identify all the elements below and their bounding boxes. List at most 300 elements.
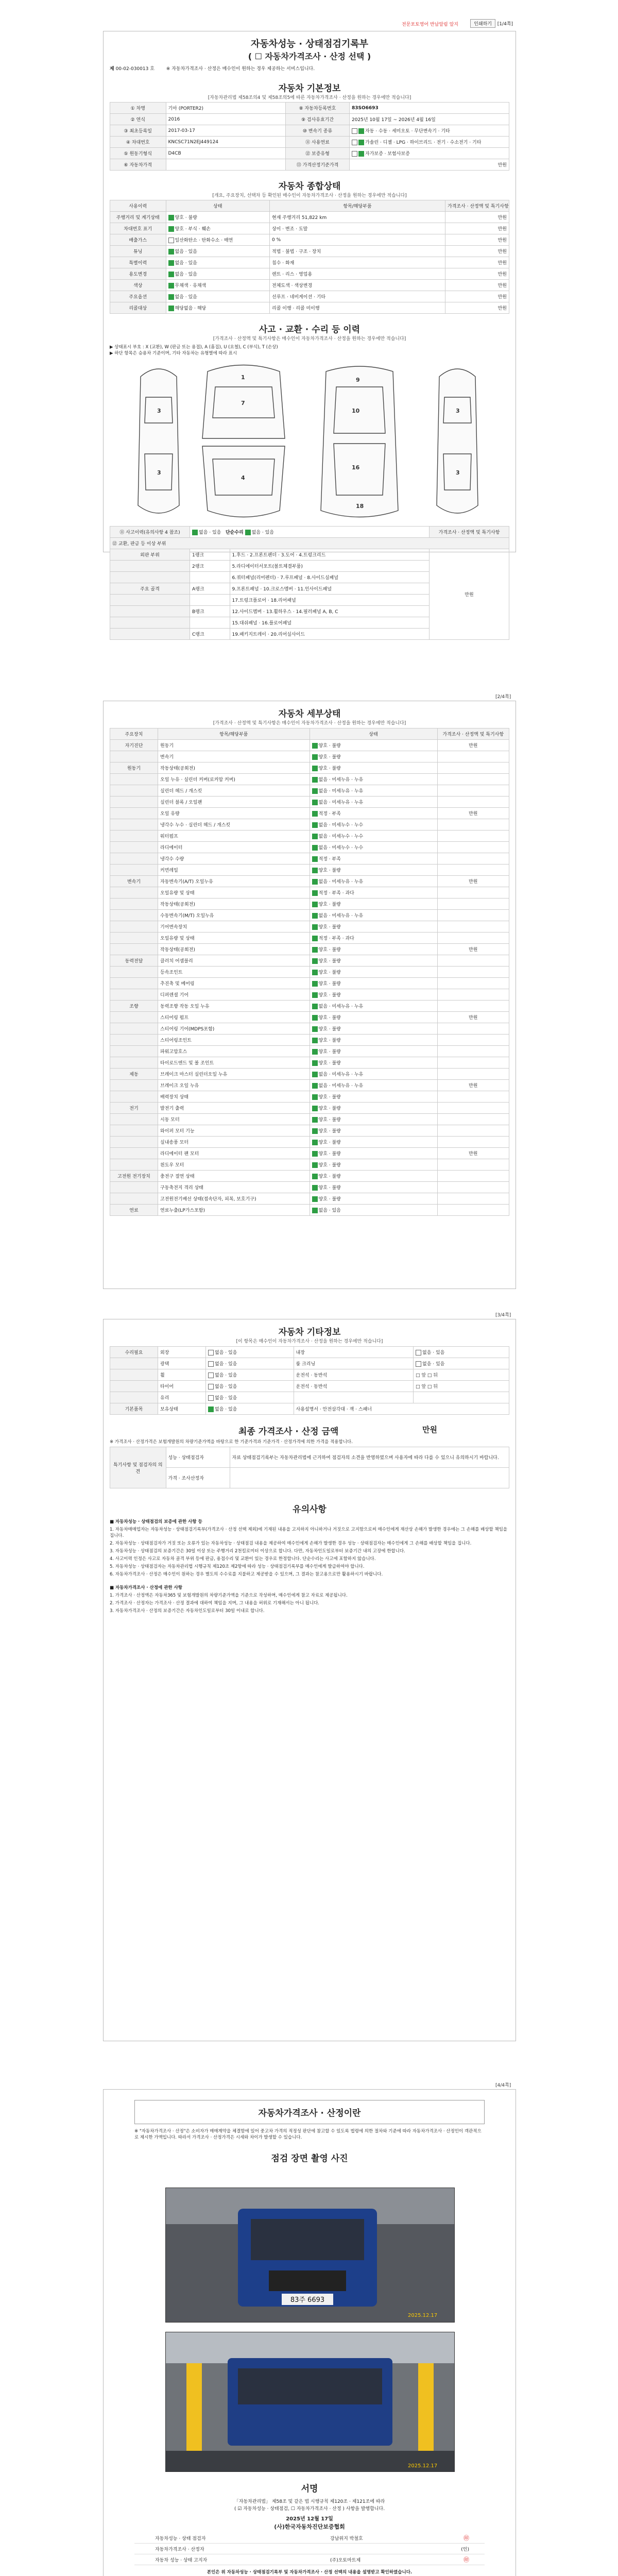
appraiser-opinion	[230, 1468, 509, 1488]
part-number: 3	[157, 408, 161, 414]
price: 만원	[437, 1080, 509, 1091]
state: 없음 · 있음	[215, 1362, 237, 1367]
checkbox-checked[interactable]	[312, 879, 318, 885]
notes-heading-2: ■ 자동차가격조사 · 산정에 관한 사항	[110, 1585, 183, 1590]
item: 연료누출(LP가스포함)	[158, 1205, 310, 1216]
price	[437, 1193, 509, 1205]
state: 없음 · 미세누유 · 누유	[318, 800, 364, 805]
detail-row	[110, 1182, 509, 1193]
page-mark-2: [2/4쪽]	[495, 694, 511, 700]
checkbox-checked[interactable]	[312, 1151, 318, 1157]
price: 만원	[445, 268, 509, 280]
part-number: 3	[157, 469, 161, 476]
state: □ 앞 □ 뒤	[414, 1369, 509, 1381]
detail: 적법 · 불법 · 구조 · 장치	[270, 246, 445, 257]
checkbox-checked[interactable]	[312, 1185, 318, 1191]
checkbox-checked[interactable]	[312, 1208, 318, 1213]
state: 양호 · 불량	[318, 766, 341, 771]
inspector-label: 성능 · 상태점검자	[166, 1447, 230, 1468]
state: 양호 · 불량	[318, 981, 341, 987]
price	[437, 910, 509, 921]
row-label: 튜닝	[110, 246, 166, 257]
price	[437, 1057, 509, 1069]
row-label: 리콜대상	[110, 302, 166, 314]
page-mark-3: [3/4쪽]	[495, 1313, 511, 1318]
item: 룸 크리닝	[294, 1358, 414, 1369]
state-cell	[310, 751, 437, 762]
checkbox-checked[interactable]	[312, 868, 318, 873]
item: 라디에이터 팬 모터	[158, 1148, 310, 1159]
price	[437, 842, 509, 853]
state-cell	[310, 1137, 437, 1148]
system-label	[110, 933, 158, 944]
checkbox-checked[interactable]	[358, 128, 364, 134]
detail-table	[110, 728, 509, 1216]
detail-row	[110, 1023, 509, 1035]
checkbox-checked[interactable]	[312, 811, 318, 817]
cell	[206, 1347, 294, 1358]
checkbox-checked[interactable]	[168, 272, 174, 277]
state	[414, 1392, 509, 1403]
checkbox-checked[interactable]	[312, 970, 318, 975]
state: 양호 · 불량	[318, 925, 341, 930]
cell: ⑥ 자동차가격	[110, 159, 166, 171]
rank: 1랭크	[190, 549, 230, 561]
checkbox[interactable]	[352, 128, 357, 134]
rank-items: 19.패키지트레이 · 20.리어실사이드	[230, 629, 430, 640]
checkbox-checked[interactable]	[168, 226, 174, 232]
row-label	[110, 1358, 158, 1369]
detail-row	[110, 1159, 509, 1171]
system-label	[110, 1137, 158, 1148]
rank-items: 12.사이드멤버 · 13.휠하우스 · 14.필러패널 A, B, C	[230, 606, 430, 617]
state: 양호 · 부식 · 훼손	[175, 227, 211, 232]
item: 파워고압호스	[158, 1046, 310, 1057]
state: 양호 · 불량	[318, 959, 341, 964]
row-label: ⑪ 사고이력(유의사항 4 참조)	[110, 527, 190, 538]
price	[437, 1035, 509, 1046]
system-label	[110, 1193, 158, 1205]
doc-no-label: 제	[110, 66, 114, 72]
cell: 2016	[166, 114, 286, 125]
system-label	[110, 1057, 158, 1069]
row-label: 용도변경	[110, 268, 166, 280]
detail: 선루프 · 네비게이션 · 기타	[270, 291, 445, 302]
return-notice[interactable]: 전문포토영어 반납알림 알지	[401, 22, 458, 27]
item: 타이로드엔드 및 볼 조인트	[158, 1057, 310, 1069]
checkbox-checked[interactable]	[245, 530, 251, 535]
checkbox[interactable]	[352, 140, 357, 145]
other-title: 자동차 기타정보	[278, 1327, 341, 1337]
cell	[166, 257, 270, 268]
col-header: 사용이력	[110, 200, 166, 212]
state: 없음 · 미세누유 · 누유	[318, 913, 364, 919]
checkbox-checked[interactable]	[312, 1072, 318, 1077]
checkbox-checked[interactable]	[312, 1174, 318, 1179]
detail-row	[110, 1091, 509, 1103]
system-label: 변속기	[110, 876, 158, 887]
checkbox-checked[interactable]	[312, 947, 318, 953]
checkbox-checked[interactable]	[312, 766, 318, 771]
system-label	[110, 1012, 158, 1023]
price	[437, 887, 509, 899]
system-label	[110, 989, 158, 1001]
item: 오일유량 및 상태	[158, 887, 310, 899]
checkbox-checked[interactable]	[312, 834, 318, 839]
checkbox-checked[interactable]	[312, 1004, 318, 1009]
checkbox-checked[interactable]	[312, 1094, 318, 1100]
final-note: ※ 가격조사 · 산정가격은 보험개발원의 차량기준가액을 바탕으로 한 기준가격과 기준가격 · 산정가격에 의한 가격을 적용합니다.	[110, 1439, 353, 1445]
checkbox-checked[interactable]	[312, 1049, 318, 1055]
item: 보유상태	[158, 1403, 206, 1415]
checkbox-checked[interactable]	[168, 294, 174, 300]
group: 외판 부위	[110, 549, 190, 561]
other-table	[110, 1346, 509, 1415]
signature-law-2: ( ☑ 자동차성능 · 상태점검, ☐ 자동차가격조사 · 산정 ) 사항을 발행합니다.	[234, 2506, 385, 2512]
item: 등속조인트	[158, 967, 310, 978]
detail-row	[110, 796, 509, 808]
notes-item: 6. 자동차가격조사 · 산정은 매수인이 원하는 경우 별도의 수수료를 지불하고 제공받을 수 있으며, 그 결과는 참고용으로만 활용하시기 바랍니다.	[110, 1572, 383, 1577]
detail-row	[110, 933, 509, 944]
row-label: 특기사항 및 점검자의 의견	[110, 1447, 166, 1488]
notes-title: 유의사항	[293, 1504, 327, 1515]
state: 없음 · 미세누수 · 누수	[318, 823, 364, 828]
print-button[interactable]: 인쇄하기	[470, 19, 495, 28]
group	[110, 629, 190, 640]
checkbox-checked[interactable]	[312, 924, 318, 930]
detail-row	[110, 899, 509, 910]
checkbox-checked[interactable]	[312, 777, 318, 783]
checkbox-checked[interactable]	[312, 1038, 318, 1043]
checkbox-checked[interactable]	[312, 788, 318, 794]
state: 없음 · 있음	[215, 1350, 237, 1355]
state: 양호 · 불량	[318, 993, 341, 998]
state: 적정 · 부족 · 과다	[318, 891, 354, 896]
checkbox[interactable]	[208, 1384, 214, 1389]
checkbox-checked[interactable]	[168, 306, 174, 311]
doc-subtitle: ( ☐ 자동차가격조사 · 산정 선택 )	[248, 52, 371, 61]
state-cell	[310, 921, 437, 933]
accident-note: [가격조사 · 산정액 및 특기사항은 매수인이 자동차가격조사 · 산정을 원하는 경우에만 적습니다]	[213, 336, 406, 342]
system-label	[110, 853, 158, 865]
notes-item: 1. 가격조사 · 산정액은 자동차365 및 보험개발원의 차량기준가액을 기준으로 작성하며, 매수인에게 참고 자료로 제공됩니다.	[110, 1593, 348, 1598]
system-label	[110, 1035, 158, 1046]
state: 양호 · 불량	[318, 1038, 341, 1043]
part-number: 3	[456, 469, 460, 476]
state: 양호 · 불량	[318, 1197, 341, 1202]
checkbox-checked[interactable]	[312, 981, 318, 987]
checkbox[interactable]	[208, 1361, 214, 1367]
page-2	[103, 701, 516, 1289]
detail-row	[110, 944, 509, 955]
checkbox-checked[interactable]	[312, 992, 318, 998]
state: 양호 · 불량	[318, 1174, 341, 1179]
system-label	[110, 1182, 158, 1193]
state: 없음 · 있음	[318, 1208, 341, 1213]
checkbox-checked[interactable]	[312, 1128, 318, 1134]
final-amount: 만원	[422, 1425, 437, 1434]
checkbox-checked[interactable]	[312, 1196, 318, 1202]
price: 만원	[445, 212, 509, 223]
state: 없음 · 미세누수 · 누수	[318, 845, 364, 851]
item: 배력장치 상태	[158, 1091, 310, 1103]
item	[294, 1392, 414, 1403]
overall-note: [개요, 주요장치, 선택차 등 확인된 매수인이 자동차가격조사 · 산정을 원하는 경우에만 적습니다]	[212, 193, 407, 198]
state: 없음 · 미세누유 · 누유	[318, 777, 364, 783]
item: 원동기	[158, 740, 310, 751]
checkbox-checked[interactable]	[312, 800, 318, 805]
state: 양호 · 불량	[318, 1117, 341, 1123]
checkbox-checked[interactable]	[312, 845, 318, 851]
photo-timestamp: 2025.12.17	[408, 2463, 438, 2469]
accident-title: 사고 · 교환 · 수리 등 이력	[259, 325, 360, 335]
price: 만원	[445, 302, 509, 314]
state: 없음 · 미세누유 · 누유	[318, 789, 364, 794]
group	[110, 617, 190, 629]
page-3	[103, 1319, 516, 2041]
checkbox-checked[interactable]	[168, 283, 174, 289]
detail: 전체도색 · 색상변경	[270, 280, 445, 291]
price	[437, 978, 509, 989]
detail-row	[110, 842, 509, 853]
state-cell	[310, 1159, 437, 1171]
price	[437, 1159, 509, 1171]
detail-row	[110, 740, 509, 751]
item: 윈도우 모터	[158, 1159, 310, 1171]
page-indicator: [1/4쪽]	[497, 22, 513, 27]
inspector-opinion: 자료 상태점검기록부는 자동차관리법에 근거하여 점검자의 소견을 반영하였으며 사용자에 따라 다를 수 있으니 유의하시기 바랍니다.	[230, 1447, 509, 1468]
cell: ⑩ 변속기 종류	[286, 125, 350, 137]
item: 오일 누유 · 실린더 커버(로커암 커버)	[158, 774, 310, 785]
checkbox-checked[interactable]	[312, 1140, 318, 1145]
cell: ⑨ 검사유효기간	[286, 114, 350, 125]
checkbox-checked[interactable]	[312, 902, 318, 907]
state-cell	[310, 819, 437, 831]
detail: 렌트 · 리스 · 영업용	[270, 268, 445, 280]
page-4	[103, 2089, 516, 2576]
checkbox-checked[interactable]	[312, 913, 318, 919]
state-cell	[310, 865, 437, 876]
value: (주)오토마트제	[330, 2558, 361, 2563]
part-number: 10	[352, 408, 360, 414]
system-label	[110, 819, 158, 831]
checkbox-checked[interactable]	[168, 249, 174, 255]
price	[437, 1046, 509, 1057]
checkbox-checked[interactable]	[312, 743, 318, 749]
price	[437, 1023, 509, 1035]
checkbox-checked[interactable]	[312, 1106, 318, 1111]
row-label	[110, 1381, 158, 1392]
checkbox[interactable]	[352, 151, 357, 157]
detail-row	[110, 989, 509, 1001]
state: 양호 · 불량	[318, 1027, 341, 1032]
state-cell	[310, 876, 437, 887]
detail-row	[110, 774, 509, 785]
cell	[166, 280, 270, 291]
checkbox[interactable]	[208, 1395, 214, 1401]
detail-row	[110, 955, 509, 967]
system-label	[110, 1023, 158, 1035]
checkbox[interactable]	[208, 1372, 214, 1378]
checkbox-checked[interactable]	[312, 1083, 318, 1089]
checkbox[interactable]	[168, 238, 174, 243]
cell	[166, 291, 270, 302]
col-header: 상태	[166, 200, 270, 212]
price	[437, 1069, 509, 1080]
checkbox-checked[interactable]	[312, 1026, 318, 1032]
detail-note: [가격조사 · 산정액 및 특기사항은 매수인이 자동차가격조사 · 산정을 원하는 경우에만 적습니다]	[213, 721, 406, 726]
detail-title: 자동차 세부상태	[278, 709, 341, 719]
checkbox-checked[interactable]	[168, 260, 174, 266]
state: 적정 · 부족	[318, 857, 341, 862]
row-label: 수리필요	[110, 1347, 158, 1358]
other-note: [이 항목은 매수인이 자동차가격조사 · 산정을 원하는 경우에만 적습니다]	[236, 1339, 383, 1344]
accident-table	[110, 526, 509, 640]
part-number: 1	[241, 374, 245, 381]
checkbox-checked[interactable]	[312, 890, 318, 896]
state-cell	[310, 944, 437, 955]
item: 구동축전지 격리 상태	[158, 1182, 310, 1193]
notes-item: 3. 자동차가격조사 · 산정의 보증기간은 자동차인도일로부터 30일 이내로 합니다.	[110, 1608, 265, 1614]
car-diagram	[110, 356, 509, 526]
state-cell	[310, 1171, 437, 1182]
checkbox-checked[interactable]	[192, 530, 198, 535]
item: 커먼레일	[158, 865, 310, 876]
item: 유리	[158, 1392, 206, 1403]
item: 운전석 · 동반석	[294, 1369, 414, 1381]
parts-title: ⑫ 교환, 판금 등 이상 부위	[110, 538, 509, 549]
detail-row	[110, 1137, 509, 1148]
signature-title: 서명	[301, 2484, 318, 2494]
group	[110, 595, 190, 606]
cell	[414, 1358, 509, 1369]
price: 만원	[437, 1012, 509, 1023]
system-label	[110, 842, 158, 853]
cell: 2017-03-17	[166, 125, 286, 137]
price	[437, 796, 509, 808]
system-label: 자기진단	[110, 740, 158, 751]
item: 작동상태(공회전)	[158, 762, 310, 774]
state: 없음 · 미세누유 · 누유	[318, 1083, 364, 1089]
item: 스티어링조인트	[158, 1035, 310, 1046]
checkbox-checked[interactable]	[208, 1406, 214, 1412]
item: 자동변속기(A/T) 오일누유	[158, 876, 310, 887]
part-number: 16	[352, 464, 360, 471]
group	[110, 561, 190, 572]
detail-row	[110, 831, 509, 842]
cell: 만원	[350, 159, 509, 171]
system-label: 동력전달	[110, 955, 158, 967]
item: 외장	[158, 1347, 206, 1358]
state-cell	[310, 1069, 437, 1080]
state-cell	[310, 1012, 437, 1023]
system-label: 조향	[110, 1001, 158, 1012]
system-label	[110, 899, 158, 910]
rank: C랭크	[190, 629, 230, 640]
checkbox-checked[interactable]	[312, 1117, 318, 1123]
signature-date: 2025년 12월 17일	[286, 2516, 333, 2522]
signature-org: (사)한국자동차진단보증협회	[274, 2523, 345, 2530]
item: 사용설명서 · 안전삼각대 · 잭 · 스패너	[294, 1403, 509, 1415]
state: 양호 · 불량	[318, 1106, 341, 1111]
state: 없음 · 있음	[251, 530, 274, 535]
system-label	[110, 1114, 158, 1125]
inspection-photo-lift	[165, 2332, 455, 2472]
signature-row	[134, 2544, 485, 2554]
system-label	[110, 1159, 158, 1171]
checkbox-checked[interactable]	[312, 1060, 318, 1066]
item: 운전석 · 동반석	[294, 1381, 414, 1392]
item: 냉각수 수량	[158, 853, 310, 865]
state-cell	[310, 1114, 437, 1125]
state-cell	[310, 785, 437, 796]
detail-row	[110, 1148, 509, 1159]
cell: ⑪ 사용연료	[286, 137, 350, 148]
checkbox-checked[interactable]	[358, 140, 364, 145]
item: 와이퍼 모터 기능	[158, 1125, 310, 1137]
price	[437, 1171, 509, 1182]
item: 작동상태(공회전)	[158, 944, 310, 955]
checkbox-checked[interactable]	[312, 822, 318, 828]
checkbox-checked[interactable]	[312, 1162, 318, 1168]
state: 양호 · 불량	[318, 743, 341, 749]
service-box	[134, 2100, 485, 2124]
state: 양호 · 불량	[318, 1151, 341, 1157]
notes-item: 3. 자동차성능 · 상태점검의 보증기간은 30일 이상 또는 주행거리 2천킬로미터 이상으로 합니다. 다만, 자동차인도일로부터 보증기간 내의 고장에 한합니다.	[110, 1549, 405, 1554]
state: 적정 · 부족 · 과다	[318, 936, 354, 941]
col-header: 항목/해당부품	[158, 728, 310, 740]
checkbox[interactable]	[416, 1350, 421, 1355]
price: 만원	[430, 549, 509, 640]
detail-row	[110, 1193, 509, 1205]
cell	[206, 1358, 294, 1369]
notes-item: 5. 자동차성능 · 상태점검자는 자동차관리법 시행규칙 제120조 제2항에 따라 성능 · 상태점검기록부를 매수인에게 발급하여야 합니다.	[110, 1564, 365, 1569]
checkbox[interactable]	[208, 1350, 214, 1355]
price	[437, 1103, 509, 1114]
part-number: 7	[241, 400, 245, 406]
cell: KNCSC71N2EJ449124	[166, 137, 286, 148]
state-cell	[310, 955, 437, 967]
checkbox[interactable]	[416, 1361, 421, 1367]
state-cell	[310, 1148, 437, 1159]
system-label: 제동	[110, 1069, 158, 1080]
checkbox-checked[interactable]	[312, 936, 318, 941]
checkbox-checked[interactable]	[358, 151, 364, 157]
cell	[206, 1403, 294, 1415]
item: 디퍼렌셜 기어	[158, 989, 310, 1001]
checkbox-checked[interactable]	[312, 754, 318, 760]
cell	[350, 137, 509, 148]
state: 없음 · 미세누수 · 누수	[318, 834, 364, 839]
checkbox-checked[interactable]	[312, 856, 318, 862]
price	[437, 1205, 509, 1216]
checkbox-checked[interactable]	[312, 1015, 318, 1021]
item: 브레이크 오일 누유	[158, 1080, 310, 1091]
system-label	[110, 808, 158, 819]
accident-legend-2: ▶ 하단 항목은 승용차 기준이며, 기타 자동차는 유형별에 따라 표시	[110, 351, 237, 356]
notes-body	[110, 1519, 509, 1614]
cell: ⑤ 원동기형식	[110, 148, 166, 159]
basic-table	[110, 102, 509, 171]
cell	[206, 1381, 294, 1392]
item: 내장	[294, 1347, 414, 1358]
item: 냉각수 누수 · 실린더 헤드 / 개스킷	[158, 819, 310, 831]
price: 만원	[445, 291, 509, 302]
checkbox-checked[interactable]	[312, 958, 318, 964]
checkbox-checked[interactable]	[168, 215, 174, 221]
rank-items: 1.후드 · 2.프론트펜더 · 3.도어 · 4.트렁크리드	[230, 549, 430, 561]
state-cell	[310, 1103, 437, 1114]
